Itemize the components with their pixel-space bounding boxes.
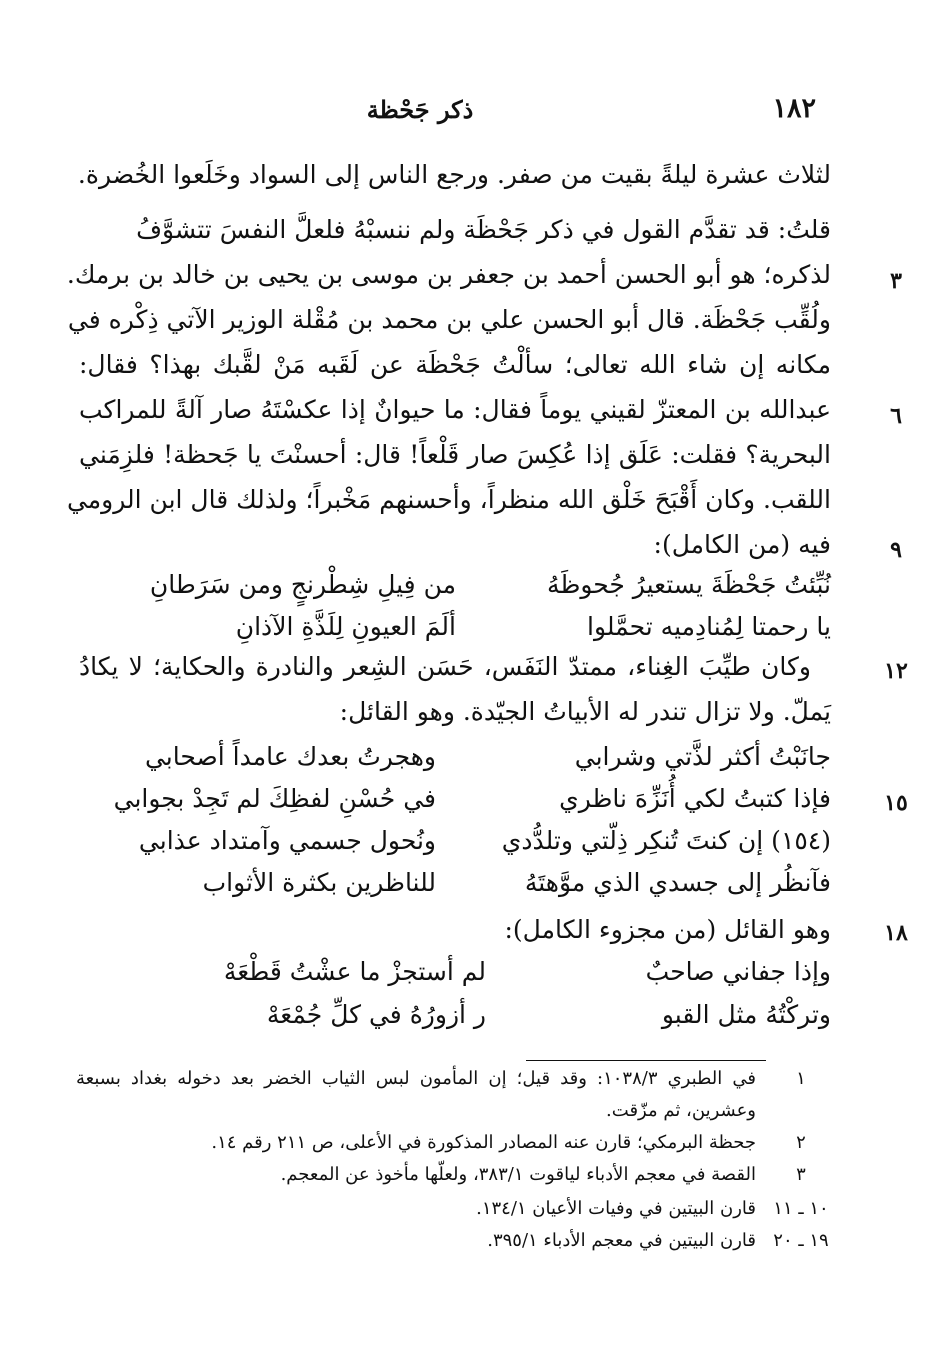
text-line: قلتُ: قد تقدَّم القول في ذكر جَحْظَة ولم ننسبْهُ فلعلَّ النفسَ تتشوَّفُ [136,215,831,244]
line-number: ١٢ [884,658,908,684]
footnote-number: ٣ [796,1164,806,1185]
verse-hemistich: ألَمَ العيونِ لِلَذَّةِ الآذانِ [235,612,456,641]
verse-hemistich: فإذا كتبتُ لكي أُنَزِّهَ ناظري [559,784,831,813]
verse-hemistich: نُبِّئتُ جَحْظَةَ يستعيرُ جُحوظَهُ [547,570,831,599]
footnote-number: ١ [796,1068,806,1089]
footnote-text: في الطبري ١٠٣٨/٣: وقد قيل؛ إن المأمون لبس الثياب الخضر بعد دخوله بغداد بسبعة [76,1068,756,1089]
text-line: عبدالله بن المعتزّ لقيني يوماً فقال: ما حيوانٌ إذا عكسْتَهُ صار آلةً للمراكب [79,395,831,424]
verse-hemistich: يا رحمتا لِمُنادِميه تحمَّلوا [587,612,831,641]
footnote-separator [526,1060,766,1061]
text-line: وهو القائل (من مجزوء الكامل): [504,915,831,944]
line-number: ١٥ [884,790,908,816]
text-line: اللقب. وكان أَقْبَحَ خَلْق الله منظراً، وأحسنهم مَخْبراً؛ ولذلك قال ابن الرومي [66,485,831,514]
footnote-number: ١٠ ـ ١١ [773,1198,829,1219]
text-line: لثلاث عشرة ليلةً بقيت من صفر. ورجع الناس إلى السواد وخَلَعوا الخُضرة. [77,160,831,189]
footnote-text: وعشرين، ثم مزّقت. [606,1100,756,1121]
verse-hemistich: في حُسْنِ لفظِكَ لم تَجِدْ بجوابي [113,784,436,813]
verse-hemistich: من فِيلِ شِطْرنجٍ ومن سَرَطانِ [149,570,456,599]
verse-hemistich: ونُحول جسمي وآمتداد عذابي [138,826,436,855]
line-number: ٦ [890,403,902,429]
verse-hemistich: للناظرين بكثرة الأثواب [202,868,436,897]
line-number: ٣ [890,268,902,294]
verse-hemistich: جانَبْتُ أكثر لذَّتي وشرابي [574,742,831,771]
verse-hemistich: وتركْتُهُ مثل القبو [661,1000,831,1029]
footnote-text: قارن البيتين في وفيات الأعيان ١٣٤/١. [476,1198,756,1219]
footnote-number: ١٩ ـ ٢٠ [773,1230,829,1251]
verse-hemistich: لم أستجزْ ما عشْتُ قَطْعَهْ [223,957,486,986]
text-line: مكانه إن شاء الله تعالى؛ سألْتُ جَحْظَة عن لَقَبه مَنْ لقَّبك بهذا؟ فقال: [79,350,831,379]
text-line: وكان طيِّبَ الغِناء، ممتدّ النَفَس، حَسَن الشِعر والنادرة والحكاية؛ لا يكادُ [79,652,811,681]
verse-hemistich: وإذا جفاني صاحبٌ [645,957,831,986]
footnote-text: جحظة البرمكي؛ قارن عنه المصادر المذكورة في الأعلى، ص ٢١١ رقم ١٤. [211,1132,756,1153]
footnote-text: قارن البيتين في معجم الأدباء ٣٩٥/١. [487,1230,756,1251]
verse-hemistich: ر أزورُهُ في كلِّ جُمْعَهْ [266,1000,486,1029]
verse-hemistich: (١٥٤) إن كنتَ تُنكِر ذِلّتي وتلدُّدي [501,826,831,855]
verse-hemistich: فآنظُر إلى جسدي الذي موَّهتَهُ [524,868,831,897]
text-line: فيه (من الكامل): [653,530,831,559]
text-line: البحرية؟ فقلت: عَلَق إذا عُكِسَ صار قَلْعاً! قال: أحسنْتَ يا جَحظة! فلزِمَني [79,440,831,469]
verse-hemistich: وهجرتُ بعدك عامداً أصحابي [144,742,436,771]
line-number: ١٨ [884,920,908,946]
page-number: ١٨٢ [772,93,816,124]
footnote-text: القصة في معجم الأدباء لياقوت ٣٨٣/١، ولعلّها مأخوذ عن المعجم. [280,1164,756,1185]
text-line: ولُقِّب جَحْظَة. قال أبو الحسن علي بن محمد بن مُقْلة الوزير الآتي ذِكْره في [67,305,831,334]
footnote-number: ٢ [796,1132,806,1153]
line-number: ٩ [890,537,902,563]
text-line: يَملّ. ولا تزال تندر له الأبياتُ الجيّدة. وهو القائل: [339,697,831,726]
running-head: ذكر جَحْظة [366,95,474,124]
text-line: لذكره؛ هو أبو الحسن أحمد بن جعفر بن موسى بن يحيى بن خالد بن برمك. [66,260,831,289]
